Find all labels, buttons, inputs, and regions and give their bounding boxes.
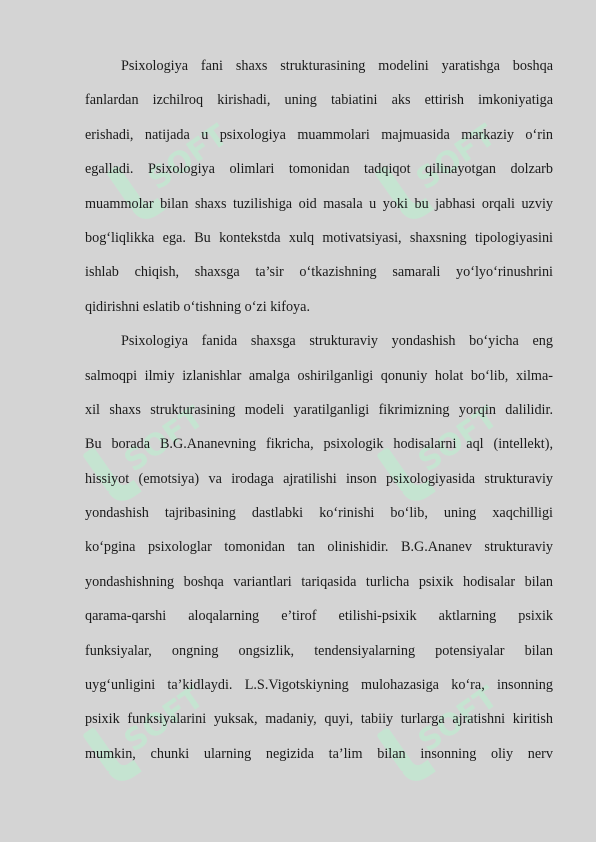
paragraph-line: uyg‘unligini ta’kidlaydi. L.S.Vigotskiyning mulohazasiga ko‘ra, insonning <box>85 677 553 694</box>
svg-text:SOFT: SOFT <box>412 400 505 480</box>
paragraph-line: ko‘pgina psixologlar tomonidan tan olinishidir. B.G.Ananev strukturaviy <box>85 539 553 556</box>
paragraph-line: xil shaxs strukturasining modeli yaratilganligi fikrimizning yorqin dalilidir. <box>85 401 553 418</box>
paragraph-line: erishadi, natijada u psixologiya muammolari majmuasida markaziy o‘rin <box>85 126 553 143</box>
paragraph-line: ishlab chiqish, shaxsga ta’sir o‘tkazishning samarali yo‘lyo‘rinushrini <box>85 264 553 281</box>
paragraph-line: qarama-qarshi aloqalarning e’tirof etilishi-psixik aktlarning psixik <box>85 608 553 625</box>
paragraph-line: yondashish tajribasining dastlabki ko‘rinishi bo‘lib, uning xaqchilligi <box>85 505 553 522</box>
paragraph-line: muammolar bilan shaxs tuzilishiga oid masala u yoki bu jabhasi orqali uzviy <box>85 195 553 212</box>
svg-text:SOFT: SOFT <box>410 118 503 198</box>
paragraph-line: mumkin, chunki ularning negizida ta’lim bilan insonning oliy nerv <box>85 745 553 762</box>
paragraph-line: salmoqpi ilmiy izlanishlar amalga oshirilganligi qonuniy holat bo‘lib, xilma- <box>85 367 553 384</box>
svg-text:SOFT: SOFT <box>118 400 211 480</box>
paragraph-line: Bu borada B.G.Ananevning fikricha, psixologik hodisalarni aql (intellekt), <box>85 436 553 453</box>
paragraph-line: psixik funksiyalarini yuksak, madaniy, quyi, tabiiy turlarga ajratishni kiritish <box>85 711 553 728</box>
paragraph-line: egalladi. Psixologiya olimlari tomonidan tadqiqot qilinayotgan dolzarb <box>85 161 553 178</box>
paragraph-line: bog‘liqlikka ega. Bu kontekstda xulq motivatsiyasi, shaxsning tipologiyasini <box>85 229 553 246</box>
paragraph-line: Psixologiya fani shaxs strukturasining modelini yaratishga boshqa <box>121 58 553 74</box>
paragraph-line: yondashishning boshqa variantlari tariqasida turlicha psixik hodisalar bilan <box>85 573 553 590</box>
paragraph-line: qidirishni eslatib o‘tishning o‘zi kifoya. <box>85 298 310 315</box>
svg-text:SOFT: SOFT <box>142 118 235 198</box>
paragraph-line: Psixologiya fanida shaxsga strukturaviy yondashish bo‘yicha eng <box>121 333 553 350</box>
paragraph-line: hissiyot (emotsiya) va irodaga ajratilishi inson psixologiyasida strukturaviy <box>85 470 553 487</box>
svg-text:SOFT: SOFT <box>118 680 211 760</box>
paragraph-line: funksiyalar, ongning ongsizlik, tendensiyalarning potensiyalar bilan <box>85 642 553 659</box>
body-text <box>85 49 553 771</box>
svg-text:SOFT: SOFT <box>412 680 505 760</box>
paragraph-line: fanlardan izchilroq kirishadi, uning tabiatini aks ettirish imkoniyatiga <box>85 92 553 109</box>
